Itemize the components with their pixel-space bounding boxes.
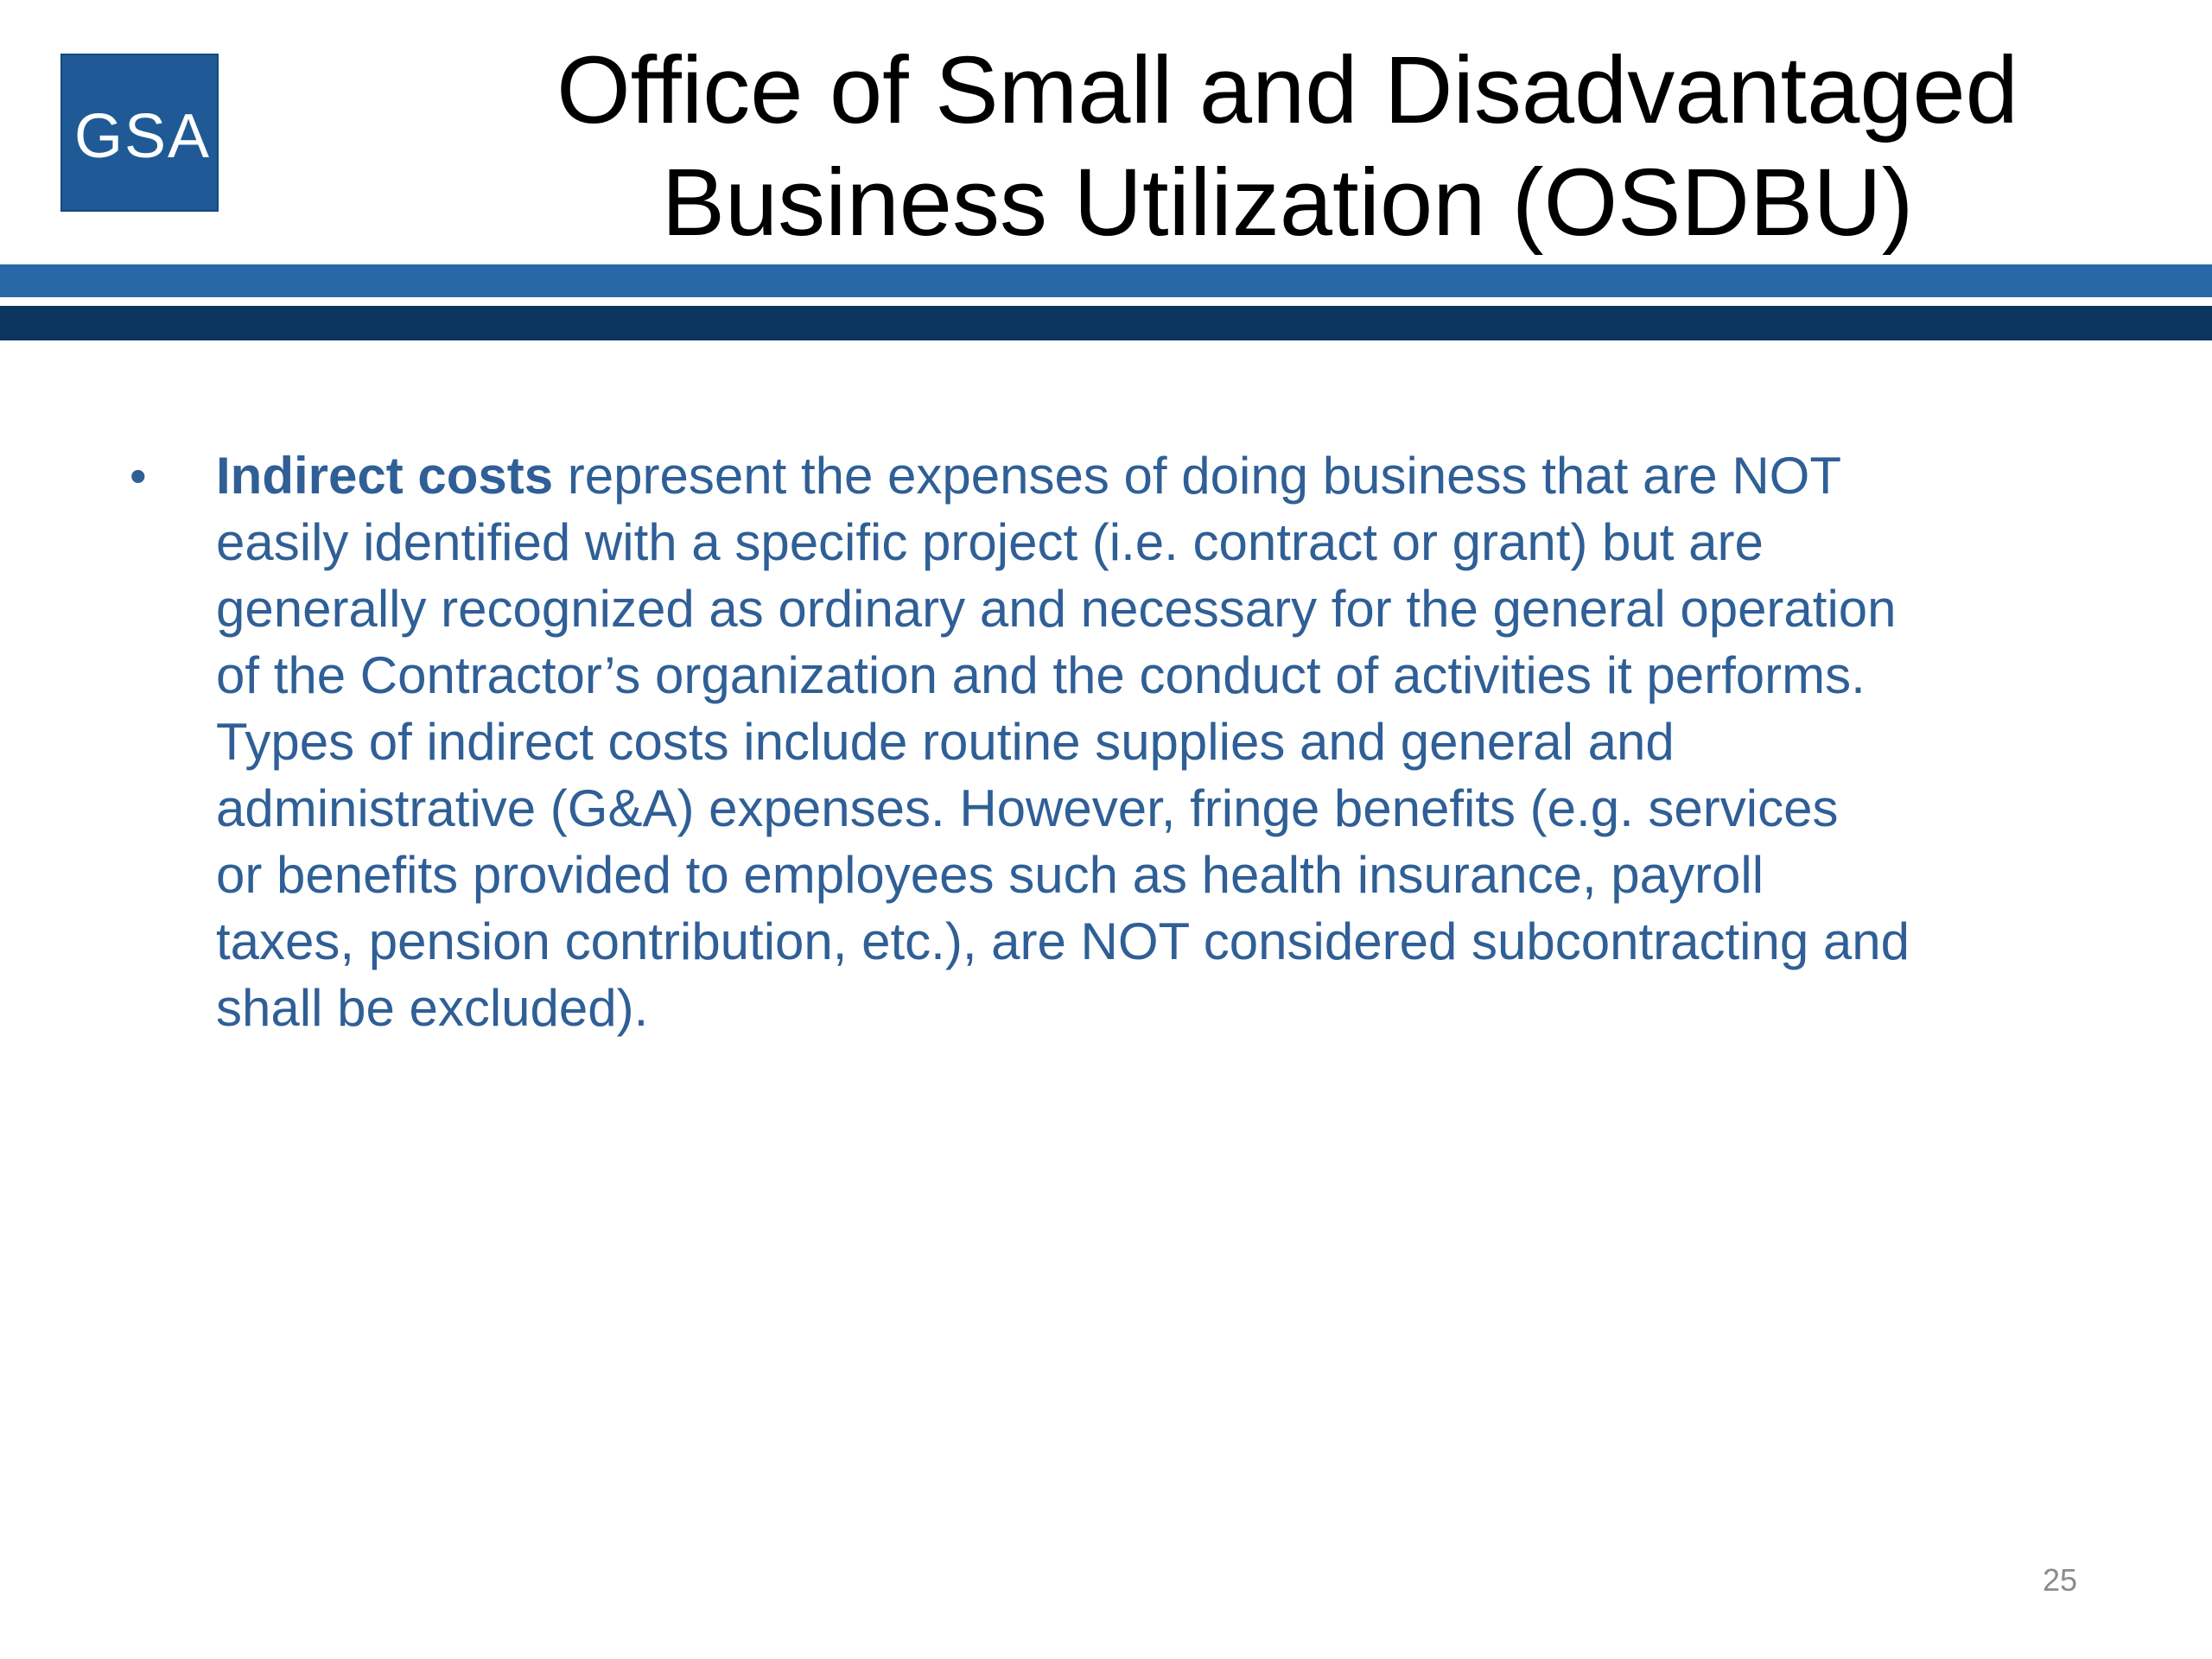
- page-number: 25: [2042, 1562, 2077, 1598]
- slide-title-line-2: Business Utilization (OSDBU): [661, 149, 1914, 256]
- bullet-marker: •: [130, 448, 147, 503]
- gsa-logo: [60, 54, 219, 212]
- bullet-paragraph-text: represent the expenses of doing business that are NOT easily identified with a specific project (i.e. contract or grant) but are generally recognized as ordinary and necessary for the general operation of the Contractor’s organization and the conduct of activities it performs. Types of indirect costs include routine supplies and general and administrative (G&A) expenses. However, fringe benefits (e.g. services or benefits provided to employees such as health insurance, payroll taxes, pension contribution, etc.), are NOT considered subcontracting and shall be excluded).: [216, 447, 1910, 1037]
- gsa-star-logo-icon: [62, 55, 220, 213]
- bullet-item: [130, 442, 2056, 1041]
- slide-title-line-1: Office of Small and Disadvantaged: [556, 37, 2018, 143]
- header-band-gap: [0, 297, 2212, 306]
- slide-title: [432, 35, 2143, 259]
- header-band-dark: [0, 306, 2212, 340]
- gsa-logo-text: GSA: [74, 102, 212, 171]
- bullet-paragraph: [216, 442, 2056, 1041]
- header-band-light: [0, 264, 2212, 297]
- bullet-lead-bold: Indirect costs: [216, 447, 554, 505]
- slide-content: [130, 442, 2056, 1041]
